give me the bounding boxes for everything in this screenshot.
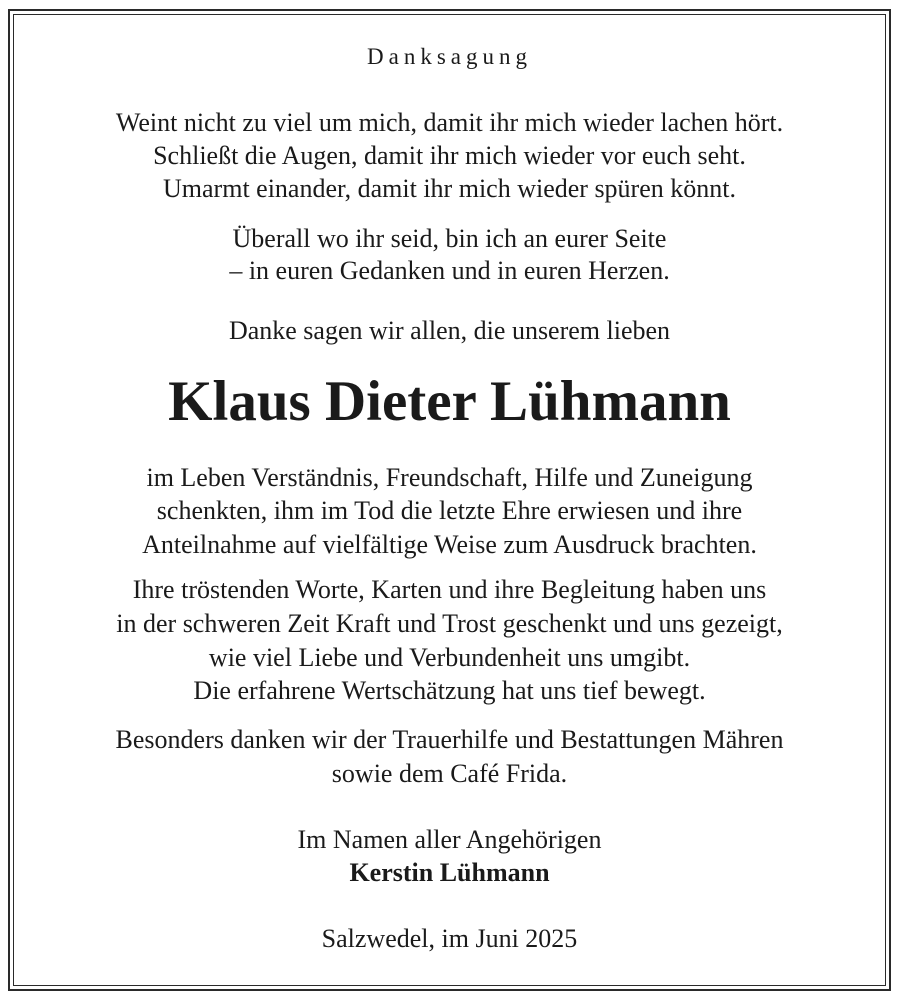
body-line: Anteilnahme auf vielfältige Weise zum Ausdruck brachten. xyxy=(142,530,757,559)
poem-continuation-line: – in euren Gedanken und in euren Herzen. xyxy=(229,256,670,285)
body-line: wie viel Liebe und Verbundenheit uns umgibt. xyxy=(208,643,691,672)
body-line: Die erfahrene Wertschätzung hat uns tief bewegt. xyxy=(193,676,706,705)
body-line: in der schweren Zeit Kraft und Trost geschenkt und uns gezeigt, xyxy=(116,609,783,638)
body-line: schenkten, ihm im Tod die letzte Ehre erwiesen und ihre xyxy=(156,496,743,525)
deceased-name: Klaus Dieter Lühmann xyxy=(168,370,731,433)
poem-line: Umarmt einander, damit ihr mich wieder spüren könnt. xyxy=(163,174,736,203)
signatory-name: Kerstin Lühmann xyxy=(349,858,550,887)
body-line: Besonders danken wir der Trauerhilfe und Bestattungen Mähren xyxy=(115,725,784,754)
poem-continuation-line: Überall wo ihr seid, bin ich an eurer Seite xyxy=(232,224,667,253)
intro-line: Danke sagen wir allen, die unserem lieben xyxy=(228,316,671,345)
poem-line: Schließt die Augen, damit ihr mich wieder vor euch seht. xyxy=(153,141,746,170)
poem-line: Weint nicht zu viel um mich, damit ihr mich wieder lachen hört. xyxy=(115,108,784,137)
body-line: im Leben Verständnis, Freundschaft, Hilfe und Zuneigung xyxy=(146,463,753,492)
notice-heading: Danksagung xyxy=(367,44,532,69)
signoff-line: Im Namen aller Angehörigen xyxy=(297,825,602,854)
body-line: sowie dem Café Frida. xyxy=(331,759,568,788)
place-date: Salzwedel, im Juni 2025 xyxy=(321,924,578,953)
body-line: Ihre tröstenden Worte, Karten und ihre Begleitung haben uns xyxy=(132,575,767,604)
